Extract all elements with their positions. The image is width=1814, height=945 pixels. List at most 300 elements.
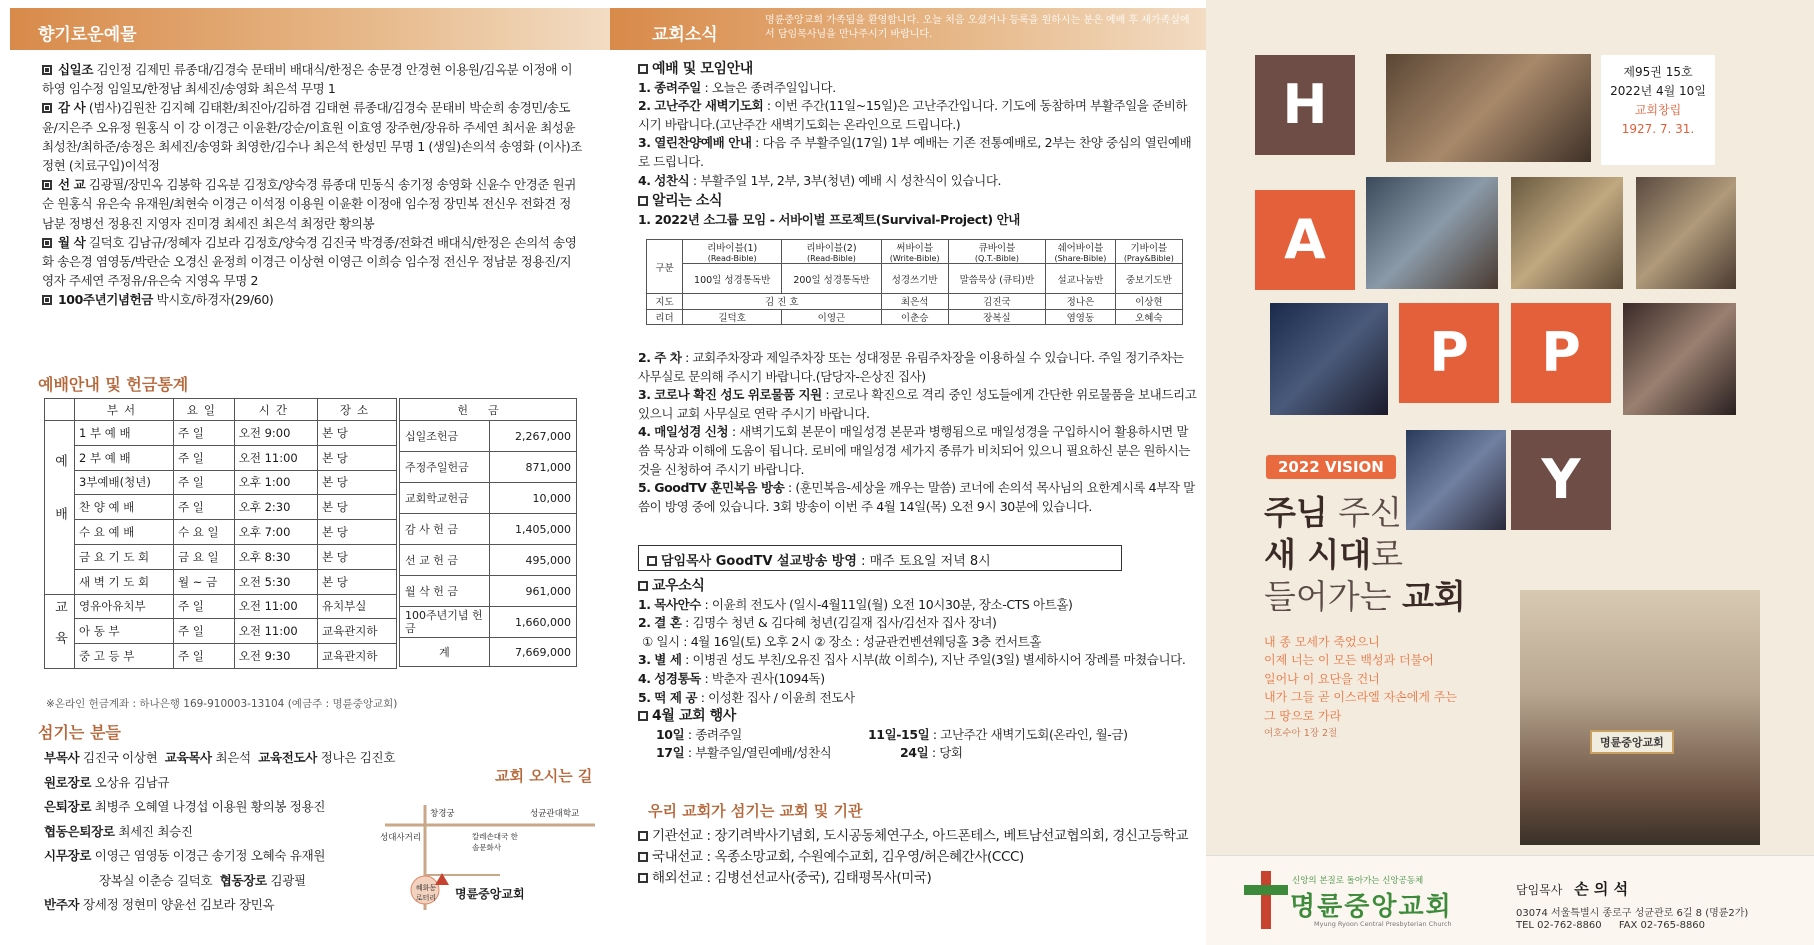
col-b: (Pray&Bible) <box>1123 254 1174 263</box>
bible-col <box>948 240 1045 264</box>
pastor-photo <box>1386 54 1591 162</box>
col-head: 시간 <box>234 399 317 421</box>
place: 교육관지하 <box>317 619 396 644</box>
slogan-strong: 새 시대 <box>1264 535 1372 574</box>
panel-header-title: 교회소식 <box>652 25 718 45</box>
day: 주 일 <box>173 495 234 520</box>
announce-item <box>638 134 1198 171</box>
server-names: 오상유 김남규 <box>94 774 170 790</box>
offering-item <box>42 98 582 175</box>
worship-table <box>44 398 397 669</box>
bible-col-desc: 성경쓰기반 <box>881 264 948 294</box>
item-text: : 부활주일 1부, 2부, 3부(청년) 예배 시 성찬식이 있습니다. <box>692 172 1002 188</box>
offering-amount: 495,000 <box>490 545 577 576</box>
announce-item: 1. 2022년 소그룹 모임 - 서바이벌 프로젝트(Survival-Project) 안내 <box>638 211 1020 227</box>
item-num: 1. <box>638 596 651 612</box>
item-key: 매일성경 신청 <box>654 424 729 440</box>
server-row <box>44 746 444 771</box>
item-key: 성경통독 <box>654 670 701 686</box>
item-num: 3. <box>638 135 651 151</box>
mission-text: : 옥종소망교회, 수원예수교회, 김우영/허은혜간사(CCC) <box>706 849 1024 865</box>
place: 본 당 <box>317 495 396 520</box>
announce-item <box>638 172 1198 191</box>
map-title: 교회 오시는 길 <box>495 767 593 785</box>
section-title-text: 교우소식 <box>652 578 705 594</box>
pastor-line <box>1516 878 1628 899</box>
offering-title: 100주년기념헌금 <box>58 292 153 308</box>
square-bullet-icon <box>638 711 648 721</box>
sub-cell: 이춘승 <box>881 309 948 325</box>
offering-amount: 10,000 <box>490 483 577 514</box>
day: 주 일 <box>173 644 234 669</box>
vision-badge: 2022 VISION <box>1266 455 1396 479</box>
mission-key: 해외선교 <box>652 870 703 886</box>
slogan-line <box>1264 534 1466 576</box>
announce-item <box>638 479 1198 516</box>
founding-date: 1927. 7. 31. <box>1621 122 1695 136</box>
server-role: 협동장로 <box>219 872 267 888</box>
offering-amount: 2,267,000 <box>490 421 577 452</box>
dept: 새 벽 기 도 회 <box>75 569 174 594</box>
group-label: 교육 <box>45 594 75 668</box>
server-role: 은퇴장로 <box>44 799 92 814</box>
mission-key: 기관선교 <box>652 828 703 844</box>
server-names: 김광필 <box>270 872 306 888</box>
announce-item <box>638 614 1198 633</box>
map-church-label: 명륜중앙교회 <box>455 887 525 901</box>
pastor-name: 손 의 석 <box>1574 880 1629 898</box>
leader-cell: 이상현 <box>1115 294 1182 310</box>
server-role: 협동은퇴장로 <box>44 823 115 839</box>
section-title-text: 4월 교회 행사 <box>652 708 736 725</box>
place: 본 당 <box>317 445 396 470</box>
offering-type: 십일조헌금 <box>400 421 490 452</box>
event-row <box>638 726 1198 745</box>
time: 오후 8:30 <box>234 544 317 569</box>
event-date: 24일 <box>900 745 929 761</box>
contact-line <box>1516 920 1705 931</box>
offering-table-head: 헌금 <box>400 399 577 421</box>
item-text: : 이윤희 전도사 (일시-4월11일(월) 오전 10시30분, 장소-CTS 아트홀) <box>704 596 1073 612</box>
map-label: 성균관대학교 <box>530 809 580 819</box>
bible-col-desc: 200일 성경통독반 <box>782 264 881 294</box>
map-label: 혜화동 로터리 <box>415 884 437 902</box>
item-key: 주 차 <box>654 350 682 365</box>
announce-item <box>638 386 1198 423</box>
offering-names: (범사)김원찬 김지혜 김태환/최진아/김하겸 김태현 류종대/김경숙 문태비 박순희 송경민/송도윤/지은주 오유정 원홍식 이 강 이경근 이윤환/강순/이효원 이효영 장주현/장유하 주세연 최서윤 최성윤 최성찬/최하준/송정은 최세진/송영화 최영한/김수나 최은석 한성민 무명 1 (생일)손의석 송영화 (이사)조정현 (치료구입)이석정 <box>42 100 582 174</box>
verse-line: 그 땅으로 가라 <box>1264 708 1342 723</box>
item-num: 2. <box>638 350 651 365</box>
fax-number: FAX 02-765-8860 <box>1618 920 1706 931</box>
item-text: : 박춘자 권사(1094독) <box>704 670 825 686</box>
bible-col <box>881 240 948 264</box>
offering-type: 감 사 헌 금 <box>400 514 490 545</box>
event-row <box>638 744 1198 763</box>
time: 오전 9:30 <box>234 644 317 669</box>
slogan-text: 주신 <box>1327 493 1403 532</box>
dept: 수 요 예 배 <box>75 520 174 545</box>
stats-title: 예배안내 및 헌금통계 <box>38 375 189 394</box>
church-name-logo: 명륜중앙교회 <box>1290 892 1453 922</box>
col-b: (Share-Bible) <box>1054 254 1107 263</box>
place: 유치부실 <box>317 594 396 619</box>
sub-cell: 염영동 <box>1046 309 1116 325</box>
announce-section-1 <box>638 60 1198 229</box>
bible-col-desc: 말씀묵상 (큐티)반 <box>948 264 1045 294</box>
dept: 영유아유치부 <box>75 594 174 619</box>
group-photo <box>1366 177 1498 289</box>
bible-col <box>782 240 881 264</box>
item-key: 종려주일 <box>654 79 701 95</box>
goodtv-label: 담임목사 GoodTV 설교방송 방영 <box>661 554 857 569</box>
item-num: 2. <box>638 98 651 114</box>
verse-line: 이제 너는 이 모든 백성과 더불어 <box>1264 653 1434 668</box>
server-role: 부목사 <box>44 750 80 765</box>
announce-item <box>638 670 1198 689</box>
offering-amount: 961,000 <box>490 576 577 607</box>
day: 금 요 일 <box>173 544 234 569</box>
col-a: 리바이블(1) <box>707 243 758 254</box>
place: 본 당 <box>317 520 396 545</box>
time: 오전 5:30 <box>234 569 317 594</box>
item-text: : 새벽기도회 본문이 매일성경 본문과 병행됨으로 매일성경을 구입하시어 활용하시면 말씀 묵상과 이해에 도움이 됩니다. 로비에 매일성경 세가지 종류가 비치되어 있으니 필요하신 분은 원하시는 것을 신청하여 주시기 바랍니다. <box>638 424 1191 477</box>
col-head: 장소 <box>317 399 396 421</box>
section-title-text: 알리는 소식 <box>652 193 723 210</box>
group-photo <box>1511 177 1623 289</box>
dept: 3부예배(청년) <box>75 470 174 495</box>
sub-cell: 길덕호 <box>683 309 782 325</box>
col-a: 리바이블(2) <box>806 243 857 254</box>
server-names: 장복실 이춘승 길덕호 <box>99 872 213 888</box>
time: 오후 1:00 <box>234 470 317 495</box>
announce-item <box>638 79 1198 98</box>
event-text: : 고난주간 새벽기도회(온라인, 월-금) <box>932 726 1128 742</box>
sub-cell: 장복실 <box>948 309 1045 325</box>
issue-volume: 제95권 15호 <box>1623 65 1693 79</box>
offering-type: 월 삭 헌 금 <box>400 576 490 607</box>
col-head: 요일 <box>173 399 234 421</box>
group-photo <box>1636 177 1736 289</box>
time: 오전 11:00 <box>234 594 317 619</box>
slogan-line <box>1264 492 1466 534</box>
col-head: 부서 <box>75 399 174 421</box>
square-bullet-icon <box>638 581 648 591</box>
square-bullet-icon <box>638 831 648 841</box>
church-map <box>380 767 595 915</box>
offering-names: 김광필/장민옥 김봉학 김옥분 김정호/양숙경 류종대 민동식 송기정 송영화 신윤수 안경준 원귀순 원홍식 유은숙 유재원/최현숙 이경근 이석정 이용원 이윤환 이정애 임수정 장민복 전신우 전화견 정남분 정병선 정용진 지영자 진미경 최세진 최은석 최정란 황의봉 <box>42 177 576 231</box>
col-b: (Write-Bible) <box>889 254 940 263</box>
table-label: 구분 <box>647 240 683 294</box>
square-bullet-icon <box>638 64 648 74</box>
offering-item <box>42 290 582 309</box>
map-label: 성대사거리 <box>380 833 422 843</box>
offerings-panel <box>0 0 610 945</box>
offering-item <box>42 233 582 291</box>
happy-letter-tile: A <box>1255 190 1355 290</box>
mission-row <box>638 826 1198 847</box>
account-note: ※온라인 헌금계좌 : 하나은행 169-910003-13104 (예금주 : 명륜중앙교회) <box>46 698 398 710</box>
offering-title: 십일조 <box>58 62 94 77</box>
offering-title: 감 사 <box>58 100 86 116</box>
day: 주 일 <box>173 594 234 619</box>
offering-type: 100주년기념 헌 금 <box>400 607 490 638</box>
server-role: 원로장로 <box>44 774 92 790</box>
item-text: : 오늘은 종려주일입니다. <box>704 79 836 95</box>
server-names: 정나은 김진호 <box>320 750 396 765</box>
slogan-text: 들어가는 <box>1264 577 1403 616</box>
bible-group-table <box>646 239 1183 325</box>
server-names: 이영근 염영동 이경근 송기정 오혜숙 유재원 <box>94 848 326 863</box>
server-names: 최은석 <box>215 750 251 765</box>
section-title-text: 예배 및 모임안내 <box>652 61 753 77</box>
col-a: 기바이블 <box>1130 243 1168 254</box>
item-key: 코로나 확진 성도 위로물품 지원 <box>654 387 822 403</box>
offering-type: 교회학교헌금 <box>400 483 490 514</box>
dept: 2 부 예 배 <box>75 445 174 470</box>
vision-slogan <box>1264 492 1466 618</box>
section-title <box>638 192 1198 211</box>
building-sign: 명륜중앙교회 <box>1590 730 1674 754</box>
offering-amount: 1,660,000 <box>490 607 577 638</box>
dept: 아 동 부 <box>75 619 174 644</box>
slogan-text: 로 <box>1371 535 1404 574</box>
church-building-photo <box>1520 590 1760 845</box>
servers-title: 섬기는 분들 <box>38 723 121 742</box>
missions-title: 우리 교회가 섬기는 교회 및 기관 <box>648 802 863 820</box>
day: 주 일 <box>173 619 234 644</box>
item-text: : 이성환 집사 / 이윤희 전도사 <box>700 689 855 705</box>
leader-cell: 정나은 <box>1046 294 1116 310</box>
square-bullet-icon <box>42 238 52 248</box>
mission-text: : 장기려박사기념회, 도시공동체연구소, 아드폰테스, 베트남선교협의회, 경신고등학교 <box>706 828 1189 844</box>
event-date: 17일 <box>656 745 685 761</box>
event-date: 11일-15일 <box>868 726 930 742</box>
item-num: 1. <box>638 79 651 95</box>
announce-item: ① 일시 : 4월 16일(토) 오후 2시 ② 장소 : 성균관컨벤션웨딩홀 3층 컨서트홀 <box>642 633 1042 649</box>
server-role: 시무장로 <box>44 848 92 863</box>
event-text: : 당회 <box>931 745 963 761</box>
section-title <box>638 577 1198 596</box>
col-b: (Q.T.-Bible) <box>974 254 1019 263</box>
item-text: : (훈민복음-세상을 깨우는 말씀) 코너에 손의석 목사님의 요한계시록 4부작 말씀이 방영 중에 있습니다. 3회 방송이 이번 주 4월 14일(목) 오전 9시 30분에 있습니다. <box>638 480 1195 514</box>
item-num: 3. <box>638 387 651 403</box>
server-names: 최병주 오혜열 나경섭 이용원 황의봉 정용진 <box>94 799 326 814</box>
item-key: 별 세 <box>654 652 682 668</box>
mission-text: : 김병선선교사(중국), 김태평목사(미국) <box>706 870 932 886</box>
announce-item <box>638 97 1198 134</box>
bible-col-desc: 중보기도반 <box>1115 264 1182 294</box>
day: 수 요 일 <box>173 520 234 545</box>
place: 본 당 <box>317 470 396 495</box>
sub-cell: 이영근 <box>782 309 881 325</box>
preacher-photo <box>1270 303 1388 415</box>
event-text: : 부활주일/열린예배/성찬식 <box>687 745 832 761</box>
announce-item <box>638 651 1198 670</box>
col-a: 써바이블 <box>896 243 934 254</box>
square-bullet-icon <box>42 180 52 190</box>
church-tagline: 신앙의 본질로 돌아가는 신앙공동체 <box>1292 876 1424 886</box>
server-names: 장세정 정현미 양윤선 김보라 장민옥 <box>83 897 275 912</box>
happy-letter-tile: H <box>1255 55 1355 155</box>
church-english-name: Myung Ryoon Central Presbyterian Church <box>1314 920 1452 928</box>
server-names: 김진국 이상현 <box>83 750 158 765</box>
item-num: 2. <box>638 615 651 631</box>
item-text: : 이번 주간(11일~15일)은 고난주간입니다. 기도에 동참하며 부활주일을 준비하시기 바랍니다.(고난주간 새벽기도회는 온라인으로 드립니다.) <box>638 98 1188 132</box>
server-names: 최세진 최승진 <box>118 823 193 839</box>
item-key: 떡 제 공 <box>654 689 698 705</box>
offering-title: 월 삭 <box>58 234 86 250</box>
event-text: : 종려주일 <box>687 726 742 742</box>
goodtv-box <box>638 545 1122 571</box>
goodtv-value: : 매주 토요일 저녁 8시 <box>861 554 991 569</box>
item-key: 열린찬양예배 안내 <box>654 135 752 151</box>
square-bullet-icon <box>647 556 657 566</box>
offering-names: 박시호/하경자(29/60) <box>156 292 274 308</box>
church-address: 03074 서울특별시 종로구 성균관로 6길 8 (명륜2가) <box>1516 908 1749 919</box>
event-right <box>868 744 963 763</box>
mission-row <box>638 868 1198 889</box>
panel-header <box>610 8 1206 50</box>
place: 본 당 <box>317 544 396 569</box>
offering-type: 주정주일헌금 <box>400 452 490 483</box>
item-text: : 이병권 성도 부친/오유진 집사 시부(故 이희수), 지난 주일(3일) 별세하시어 장례를 마쳤습니다. <box>685 652 1186 668</box>
offering-amount: 1,405,000 <box>490 514 577 545</box>
worship-photo <box>1623 303 1736 415</box>
item-key: 결 혼 <box>654 615 682 631</box>
square-bullet-icon <box>638 873 648 883</box>
section-title <box>638 60 1198 79</box>
day: 주 일 <box>173 421 234 446</box>
slogan-line <box>1264 576 1466 618</box>
item-num: 5. <box>638 689 651 705</box>
leader-cell: 김진국 <box>948 294 1045 310</box>
happy-letter-tile: P <box>1511 303 1611 403</box>
cover-panel <box>1206 0 1814 945</box>
col-a: 쉐어바이블 <box>1057 243 1104 254</box>
item-num: 5. <box>638 480 651 496</box>
item-key: 고난주간 새벽기도회 <box>654 98 764 114</box>
item-text: : 교회주차장과 제일주차장 또는 성대정문 유림주차장을 이용하실 수 있습니다. 주일 정기주차는 사무실로 문의해 주시기 바랍니다.(담당자-은상진 집사) <box>638 350 1184 384</box>
announce-item <box>638 689 1198 708</box>
bible-col <box>1046 240 1116 264</box>
offering-item <box>42 60 582 98</box>
verse-reference: 여호수아 1장 2절 <box>1264 728 1338 740</box>
event-left <box>638 726 868 745</box>
group-label: 예배 <box>45 421 75 595</box>
slogan-strong: 주님 <box>1264 493 1328 532</box>
issue-info <box>1601 55 1715 165</box>
section-title <box>638 707 1198 726</box>
server-role: 교육목사 <box>164 750 212 765</box>
happy-letter-tile: P <box>1399 303 1499 403</box>
announce-item <box>638 349 1198 386</box>
square-bullet-icon <box>638 196 648 206</box>
map-label: 창경궁 <box>430 809 455 819</box>
item-text: : 코로나 확진으로 격리 중인 성도들에게 간단한 위로물품을 보내드리고 있으니 교회 사무실로 연락 주시기 바랍니다. <box>638 387 1197 421</box>
announce-section-3 <box>638 577 1198 763</box>
item-text: : 김명수 청년 & 김다혜 청년(김길재 집사/김선자 집사 장녀) <box>685 615 997 631</box>
founding-label: 교회창립 <box>1634 103 1682 117</box>
server-role: 교육전도사 <box>258 750 318 765</box>
verse-line: 내 종 모세가 죽었으니 <box>1264 635 1380 649</box>
leader-cell: 김 진 호 <box>683 294 882 310</box>
church-cross-logo-icon <box>1244 871 1288 929</box>
cover-footer <box>1206 855 1814 945</box>
offering-table <box>399 398 577 667</box>
missions-list <box>638 826 1198 889</box>
offering-item <box>42 175 582 233</box>
col-b: (Read-Bible) <box>807 254 856 263</box>
offering-type: 선 교 헌 금 <box>400 545 490 576</box>
bible-col-desc: 100일 성경통독반 <box>683 264 782 294</box>
offerings-list <box>42 60 582 310</box>
square-bullet-icon <box>42 295 52 305</box>
day: 주 일 <box>173 445 234 470</box>
item-num: 4. <box>638 670 651 686</box>
announce-item <box>638 423 1198 479</box>
welcome-text: 명륜중앙교회 가족됨을 환영합니다. 오늘 처음 오셨거나 등록을 원하시는 분은 예배 후 새가족실에서 담임목사님을 만나주시기 바랍니다. <box>765 15 1190 40</box>
row-label: 지도 <box>647 294 683 310</box>
offering-names: 김인정 김제민 류종대/김경숙 문태비 배대식/한정은 송문경 안경현 이용원/김옥분 이정애 이하영 임수정 임일모/한정남 최세진/송영화 최은석 무명 1 <box>42 62 573 97</box>
item-key: GoodTV 훈민복음 방송 <box>654 480 785 496</box>
offering-names: 길덕호 김남규/정혜자 김보라 김정호/양숙경 김진국 박경종/전화견 배대식/한정은 손의석 송영화 송은경 염영동/박란순 오경신 윤정희 이경근 이상현 이영근 이희승 임수정 전신우 정남분 정용진/지영자 주세연 주정유/유은숙 지영옥 무명 2 <box>42 234 577 289</box>
dept: 찬 양 예 배 <box>75 495 174 520</box>
verse-line: 내가 그들 곧 이스라엘 자손에게 주는 <box>1264 690 1457 705</box>
offering-amount: 871,000 <box>490 452 577 483</box>
item-num: 3. <box>638 652 651 668</box>
dept: 중 고 등 부 <box>75 644 174 669</box>
bible-col <box>1115 240 1182 264</box>
time: 오후 7:00 <box>234 520 317 545</box>
slogan-strong: 교회 <box>1402 577 1466 616</box>
phone-number: TEL 02-762-8860 <box>1516 920 1602 931</box>
place: 교육관지하 <box>317 644 396 669</box>
place: 본 당 <box>317 421 396 446</box>
announce-item <box>638 596 1198 615</box>
day: 월 ~ 금 <box>173 569 234 594</box>
col-a: 큐바이블 <box>978 243 1016 254</box>
server-role: 반주자 <box>44 897 80 912</box>
offering-type: 계 <box>400 638 490 667</box>
corner-cell <box>45 399 75 421</box>
issue-date: 2022년 4월 10일 <box>1610 84 1706 98</box>
square-bullet-icon <box>638 852 648 862</box>
panel-header: 향기로운예물 <box>10 8 610 50</box>
square-bullet-icon <box>42 103 52 113</box>
news-panel <box>610 0 1206 945</box>
offering-total: 7,669,000 <box>490 638 577 667</box>
event-date: 10일 <box>656 726 685 742</box>
day: 주 일 <box>173 470 234 495</box>
item-num: 4. <box>638 424 651 440</box>
col-b: (Read-Bible) <box>707 254 757 263</box>
place: 본 당 <box>317 569 396 594</box>
dept: 금 요 기 도 회 <box>75 544 174 569</box>
mission-key: 국내선교 <box>652 849 703 865</box>
pastor-label: 담임목사 <box>1516 883 1563 897</box>
mission-row <box>638 847 1198 868</box>
offering-title: 선 교 <box>58 177 86 193</box>
bible-col <box>683 240 782 264</box>
announce-section-2 <box>638 349 1198 516</box>
item-key: 목사안수 <box>654 596 701 612</box>
sub-cell: 오혜숙 <box>1115 309 1182 325</box>
event-left <box>638 744 868 763</box>
time: 오전 11:00 <box>234 445 317 470</box>
time: 오전 9:00 <box>234 421 317 446</box>
item-text: : 다음 주 부활주일(17일) 1부 예배는 기존 전통예배로, 2부는 찬양 중심의 열린예배로 드립니다. <box>638 135 1192 169</box>
row-label: 리더 <box>647 309 683 325</box>
